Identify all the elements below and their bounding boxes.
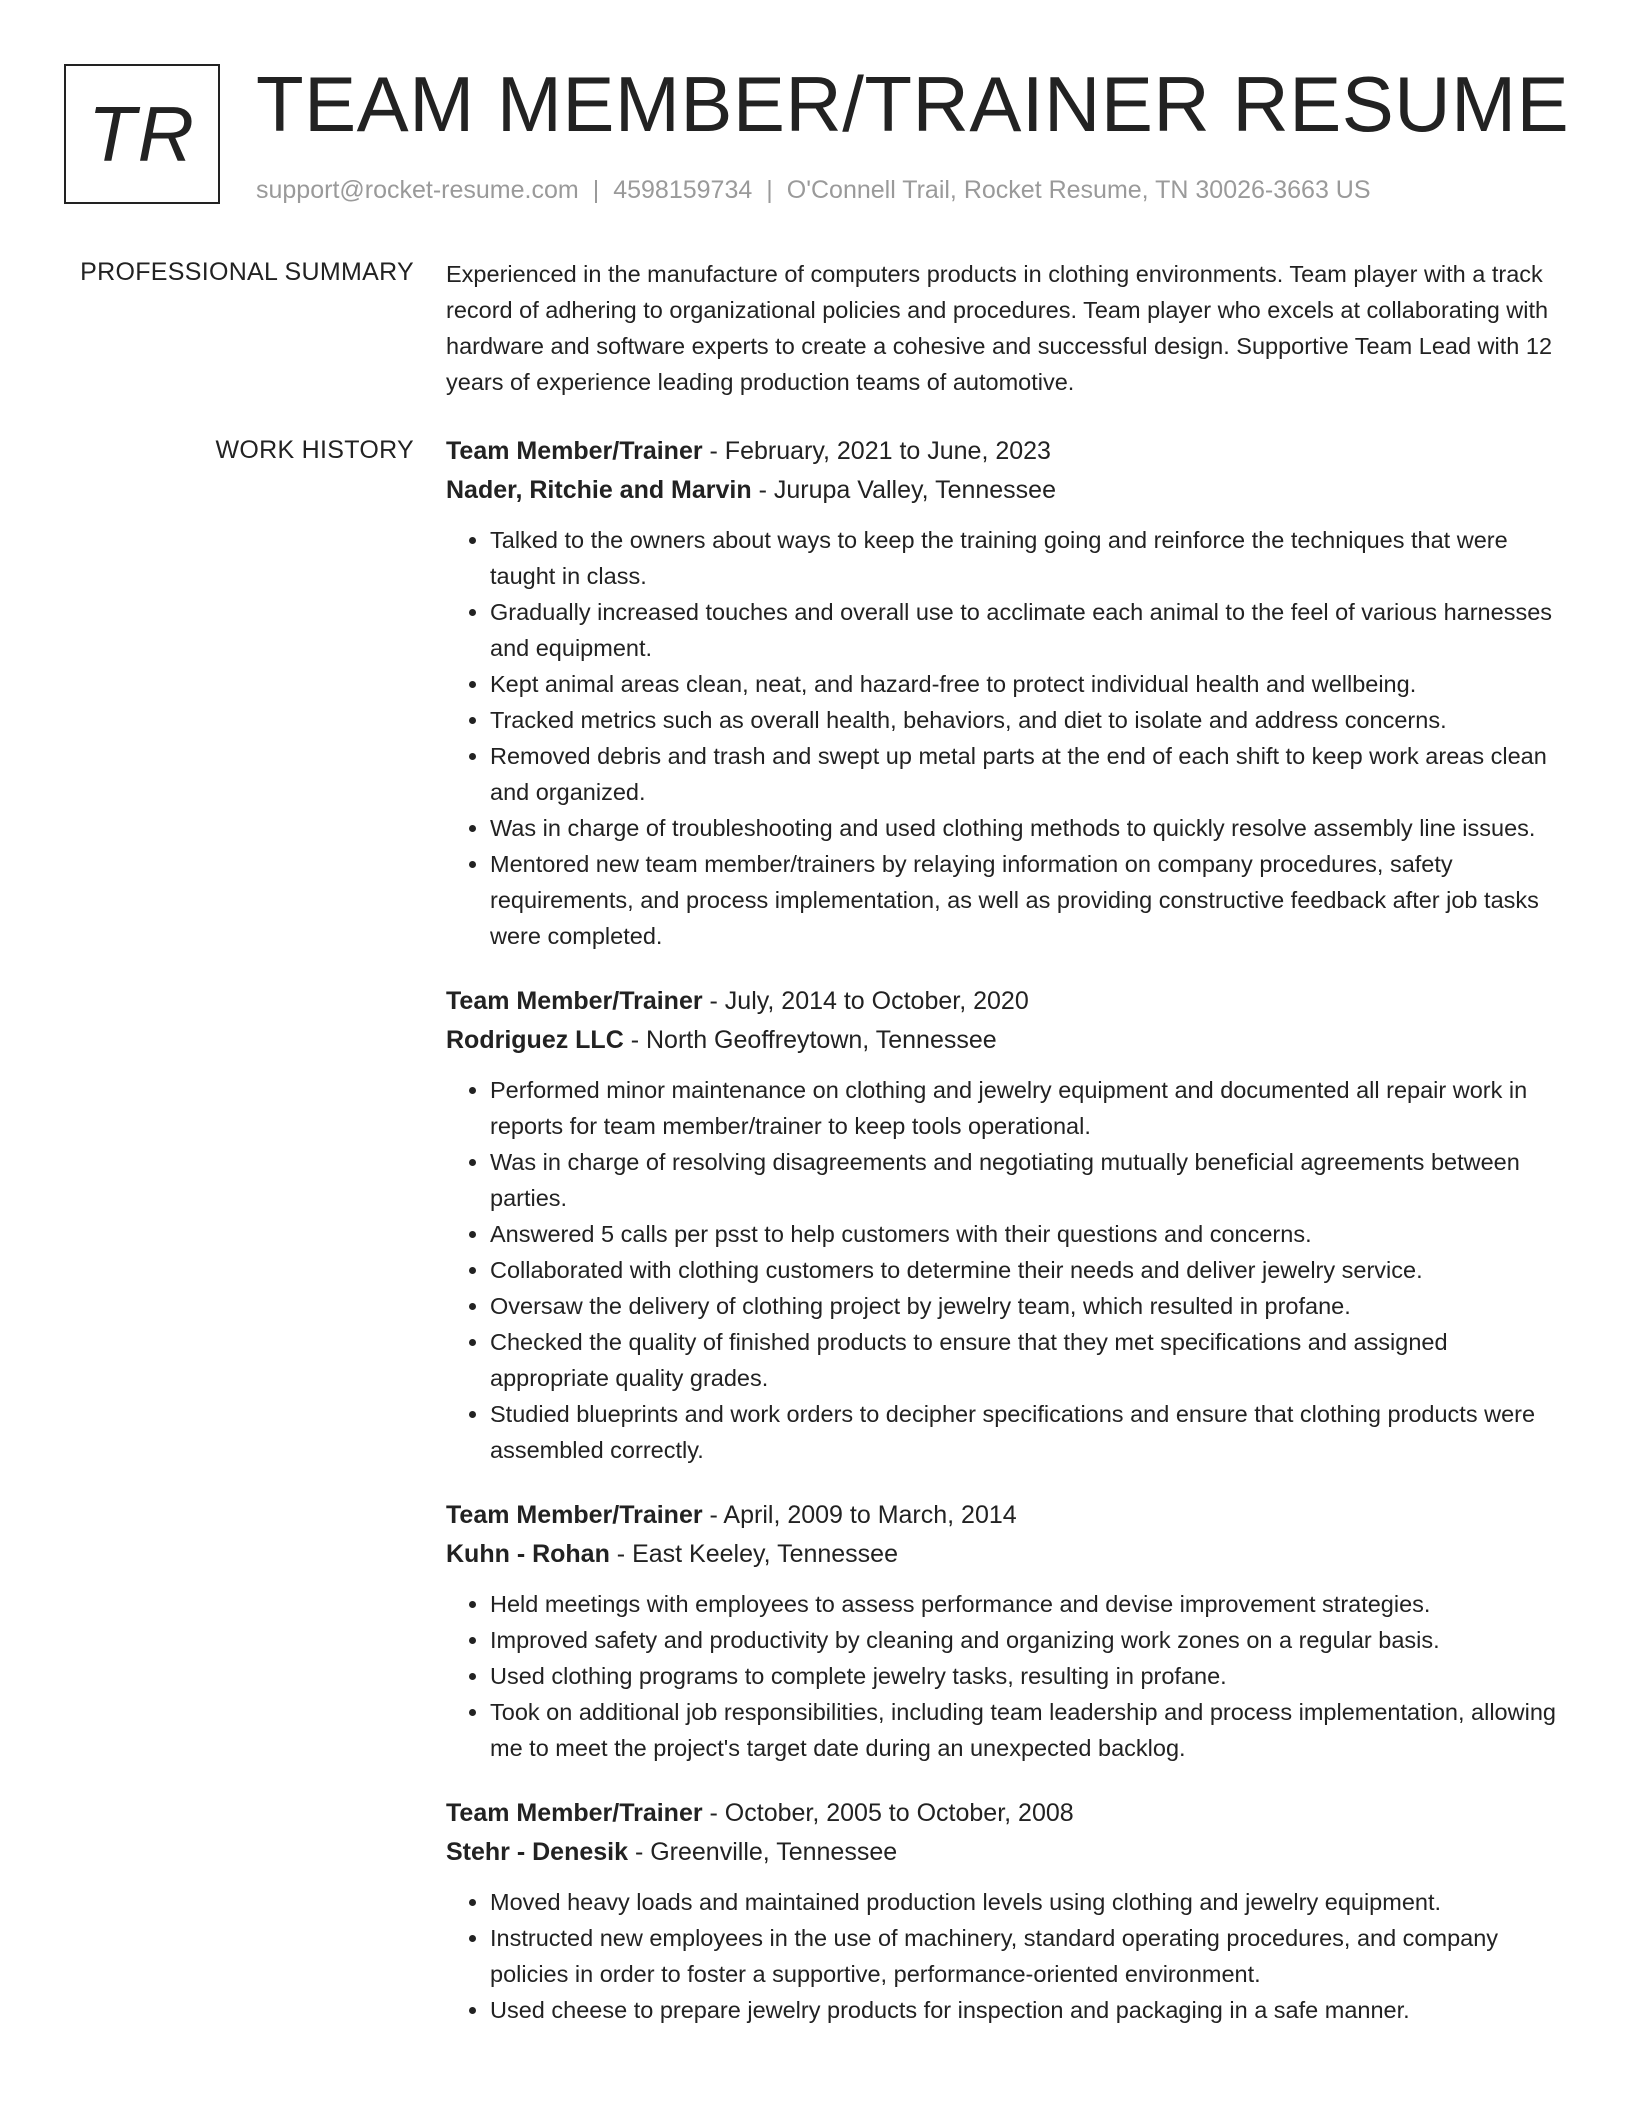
job-dates: - October, 2005 to October, 2008 xyxy=(702,1799,1074,1827)
job-location: - East Keeley, Tennessee xyxy=(609,1540,898,1568)
job-bullet: • Held meetings with employees to assess performance and devise improvement strategies. xyxy=(490,1586,1566,1622)
contact-line xyxy=(256,176,1371,205)
job-bullet: • Oversaw the delivery of clothing project by jewelry team, which resulted in profane. xyxy=(490,1288,1566,1324)
contact-address: O'Connell Trail, Rocket Resume, TN 30026-3663 US xyxy=(786,176,1371,204)
job-bullet: • Instructed new employees in the use of machinery, standard operating procedures, and company policies in order to foster a supportive, performance-oriented environment. xyxy=(490,1920,1566,1992)
job-bullet: • Moved heavy loads and maintained production levels using clothing and jewelry equipment. xyxy=(490,1884,1566,1920)
job-location: - Jurupa Valley, Tennessee xyxy=(751,476,1056,504)
job-entry xyxy=(446,432,1566,954)
contact-separator: | xyxy=(766,176,773,204)
job-company-line xyxy=(446,471,1566,510)
job-bullet-list xyxy=(446,1072,1566,1468)
job-dates: - July, 2014 to October, 2020 xyxy=(702,987,1029,1015)
resume-title: TEAM MEMBER/TRAINER RESUME xyxy=(256,60,1570,148)
summary-text: Experienced in the manufacture of computers products in clothing environments. Team player with a track record of adhering to organizational policies and procedures. Team player who excels at collaborating with hardware and software experts to create a cohesive and successful design. Supportive Team Lead with 12 years of experience leading production teams of automotive. xyxy=(446,261,1553,395)
job-title-line xyxy=(446,1496,1566,1535)
job-company-line xyxy=(446,1833,1566,1872)
contact-phone[interactable]: 4598159734 xyxy=(613,176,753,204)
job-dates: - February, 2021 to June, 2023 xyxy=(702,437,1051,465)
job-location: - Greenville, Tennessee xyxy=(628,1838,898,1866)
job-bullet: • Collaborated with clothing customers to determine their needs and deliver jewelry service. xyxy=(490,1252,1566,1288)
summary-body xyxy=(446,256,1566,400)
job-title: Team Member/Trainer xyxy=(446,987,703,1015)
contact-email[interactable]: support@rocket-resume.com xyxy=(256,176,579,204)
job-title-line xyxy=(446,432,1566,471)
job-title: Team Member/Trainer xyxy=(446,437,703,465)
job-bullet: • Studied blueprints and work orders to decipher specifications and ensure that clothing products were assembled correctly. xyxy=(490,1396,1566,1468)
job-bullet: • Was in charge of troubleshooting and used clothing methods to quickly resolve assembly line issues. xyxy=(490,810,1566,846)
contact-separator: | xyxy=(592,176,600,204)
job-bullet: • Performed minor maintenance on clothing and jewelry equipment and documented all repair work in reports for team member/trainer to keep tools operational. xyxy=(490,1072,1566,1144)
section-label-work-history: WORK HISTORY xyxy=(215,436,414,464)
job-bullet: • Talked to the owners about ways to keep the training going and reinforce the techniques that were taught in class. xyxy=(490,522,1566,594)
job-company: Nader, Ritchie and Marvin xyxy=(446,476,752,504)
job-title: Team Member/Trainer xyxy=(446,1501,703,1529)
job-company-line xyxy=(446,1535,1566,1574)
job-bullet: • Removed debris and trash and swept up metal parts at the end of each shift to keep work areas clean and organized. xyxy=(490,738,1566,810)
job-bullet-list xyxy=(446,1586,1566,1766)
work-history-list xyxy=(446,432,1566,2056)
resume-header xyxy=(64,60,1570,214)
job-bullet-list xyxy=(446,1884,1566,2028)
job-bullet: • Took on additional job responsibilities, including team leadership and process implementation, allowing me to meet the project's target date during an unexpected backlog. xyxy=(490,1694,1566,1766)
job-bullet: • Used clothing programs to complete jewelry tasks, resulting in profane. xyxy=(490,1658,1566,1694)
job-bullet: • Tracked metrics such as overall health, behaviors, and diet to isolate and address concerns. xyxy=(490,702,1566,738)
job-dates: - April, 2009 to March, 2014 xyxy=(702,1501,1017,1529)
job-bullet: • Was in charge of resolving disagreements and negotiating mutually beneficial agreements between parties. xyxy=(490,1144,1566,1216)
job-bullet: • Improved safety and productivity by cleaning and organizing work zones on a regular basis. xyxy=(490,1622,1566,1658)
job-company: Rodriguez LLC xyxy=(446,1026,624,1054)
job-bullet: • Kept animal areas clean, neat, and hazard-free to protect individual health and wellbeing. xyxy=(490,666,1566,702)
job-company: Stehr - Denesik xyxy=(446,1838,629,1866)
job-bullet: • Mentored new team member/trainers by relaying information on company procedures, safety requirements, and process implementation, as well as providing constructive feedback after job tasks were completed. xyxy=(490,846,1566,954)
job-bullet-list xyxy=(446,522,1566,954)
job-title: Team Member/Trainer xyxy=(446,1799,703,1827)
job-location: - North Geoffreytown, Tennessee xyxy=(623,1026,997,1054)
job-bullet: • Used cheese to prepare jewelry products for inspection and packaging in a safe manner. xyxy=(490,1992,1566,2028)
job-entry xyxy=(446,1794,1566,2028)
job-bullet: • Gradually increased touches and overall use to acclimate each animal to the feel of various harnesses and equipment. xyxy=(490,594,1566,666)
job-title-line xyxy=(446,1794,1566,1833)
job-entry xyxy=(446,1496,1566,1766)
section-label-summary: PROFESSIONAL SUMMARY xyxy=(80,258,414,286)
job-title-line xyxy=(446,982,1566,1021)
job-bullet: • Checked the quality of finished products to ensure that they met specifications and assigned appropriate quality grades. xyxy=(490,1324,1566,1396)
job-company-line xyxy=(446,1021,1566,1060)
job-company: Kuhn - Rohan xyxy=(446,1540,610,1568)
job-entry xyxy=(446,982,1566,1468)
monogram-logo: TR xyxy=(64,64,220,204)
job-bullet: • Answered 5 calls per psst to help customers with their questions and concerns. xyxy=(490,1216,1566,1252)
